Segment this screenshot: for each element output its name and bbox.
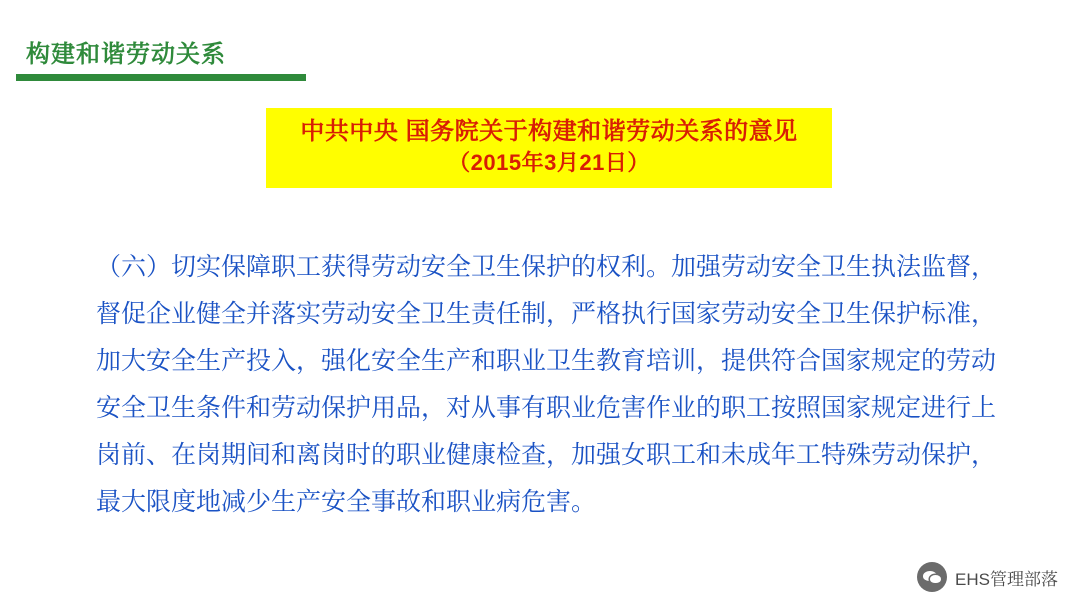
wechat-icon [917,562,947,592]
watermark [917,562,1058,592]
slide-header [0,34,1080,84]
page-title: 构建和谐劳动关系 [26,41,226,68]
banner-document-title: 中共中央 国务院关于构建和谐劳动关系的意见 [300,118,798,145]
watermark-label: EHS管理部落 [955,569,1058,589]
body-paragraph: （六）切实保障职工获得劳动安全卫生保护的权利。加强劳动安全卫生执法监督，督促企业健全并落实劳动安全卫生责任制，严格执行国家劳动安全卫生保护标准，加大安全生产投入，强化安全生产和职业卫生教育培训，提供符合国家规定的劳动安全卫生条件和劳动保护用品，对从事有职业危害作业的职工按照国家规定进行上岗前、在岗期间和离岗时的职业健康检查，加强女职工和未成年工特殊劳动保护，最大限度地减少生产安全事故和职业病危害。 [96,253,997,516]
banner-document-date: （2015年3月21日） [448,150,650,175]
header-underline-rule [16,74,306,81]
highlight-banner [266,108,832,188]
